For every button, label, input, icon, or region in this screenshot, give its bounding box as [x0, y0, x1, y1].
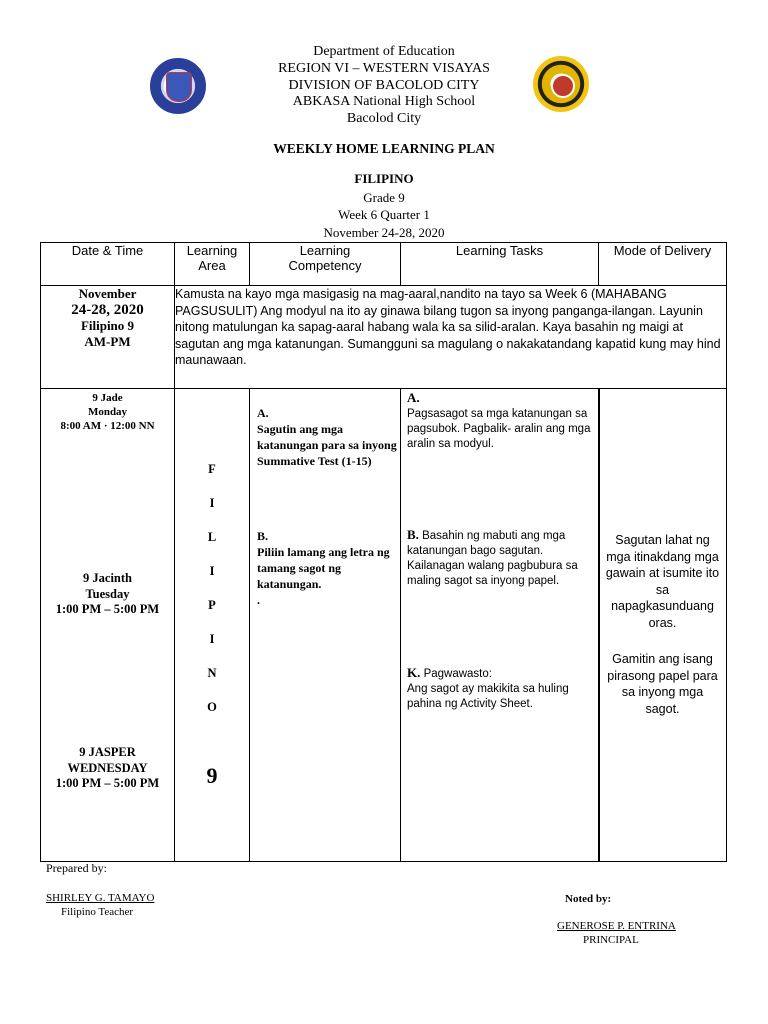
- schedule-jasper: 9 JASPER WEDNESDAY 1:00 PM – 5:00 PM: [55, 745, 160, 790]
- intro-message: Kamusta na kayo mga masigasig na mag-aaral,nandito na tayo sa Week 6 (MAHABANG PAGSUSULIT) Ang modyul na ito ay ginawa bilang tugon sa inyong panganga-ilangan. Layunin nitong matulungan ka sapag-aaral habang wala ka sa silid-aralan. Kaya basahin ng maigi at sagutan ang mga katanungan. Sumangguni sa magulang o nakakatandang kapatid kung may hind maunawaan.: [175, 286, 727, 389]
- header-learning-area: Learning Area: [175, 243, 250, 286]
- area-letter-i-2: I: [209, 564, 215, 578]
- dept-name: Department of Education: [313, 44, 455, 59]
- noter-name: GENEROSE P. ENTRINA: [557, 920, 676, 932]
- preparer-title: Filipino Teacher: [61, 906, 134, 918]
- schedule-jade: 9 Jade Monday 8:00 AM · 12:00 NN: [60, 392, 155, 432]
- region-name: REGION VI – WESTERN VISAYAS: [278, 60, 490, 76]
- competency-cell: [250, 389, 401, 862]
- area-letter-o: O: [207, 700, 217, 714]
- schedule-cell: [41, 389, 175, 862]
- area-letter-l: L: [207, 530, 217, 544]
- intro-time: AM-PM: [84, 334, 131, 349]
- competency-a: A. Sagutin ang mga katanungan para sa inyong Summative Test (1-15): [257, 406, 397, 468]
- header-date-time: Date & Time: [41, 243, 175, 286]
- task-a: A. Pagsasagot sa mga katanungan sa pagsubok. Pagbalik- aralin ang mga aralin sa modyul.: [407, 390, 591, 450]
- competency-b: B. Piliin lamang ang letra ng tamang sagot ng katanungan. .: [257, 529, 390, 607]
- area-letter-f: F: [208, 462, 216, 476]
- task-b: B. Basahin ng mabuti ang mga katanungan bago sagutan. Kailanagan walang pagbubura sa maling sagot sa inyong papel.: [407, 527, 578, 587]
- mode-cell: [599, 389, 727, 862]
- noter-title: PRINCIPAL: [583, 934, 639, 946]
- schedule-jacinth: 9 Jacinth Tuesday 1:00 PM – 5:00 PM: [55, 571, 160, 616]
- preparer-name: SHIRLEY G. TAMAYO: [46, 892, 155, 904]
- tasks-cell: [401, 389, 599, 862]
- letterhead: [0, 44, 768, 128]
- subject-title: FILIPINO: [354, 171, 414, 186]
- header-mode-of-delivery: Mode of Delivery: [599, 243, 727, 286]
- mode-paragraph-1: Sagutan lahat ng mga itinakdang mga gawain at isumite ito sa napagkasunduang oras.: [605, 533, 720, 630]
- mode-paragraph-2: Gamitin ang isang pirasong papel para sa inyong mga sagot.: [607, 652, 718, 716]
- area-letter-i: I: [209, 496, 215, 510]
- division-name: DIVISION OF BACOLOD CITY: [288, 77, 480, 93]
- intro-days: 24-28, 2020: [71, 302, 144, 318]
- area-grade: 9: [206, 763, 218, 788]
- content-row: [41, 389, 727, 862]
- intro-date-cell: [41, 286, 175, 389]
- grade-label: Grade 9: [363, 190, 405, 205]
- task-k: K. Pagwawasto: Ang sagot ay makikita sa huling pahina ng Activity Sheet.: [407, 665, 569, 710]
- header-learning-tasks: Learning Tasks: [401, 243, 599, 286]
- learning-area-cell: [175, 389, 250, 862]
- city-name: Bacolod City: [346, 111, 422, 127]
- intro-row: [41, 286, 727, 389]
- week-label: Week 6 Quarter 1: [338, 207, 430, 222]
- learning-plan-table: [40, 242, 727, 862]
- document-title: WEEKLY HOME LEARNING PLAN: [273, 141, 495, 156]
- school-name: ABKASA National High School: [292, 94, 476, 110]
- table-header-row: [41, 243, 727, 286]
- intro-month: November: [78, 286, 137, 301]
- intro-subject: Filipino 9: [80, 318, 135, 333]
- area-letter-n: N: [207, 666, 217, 680]
- date-range-label: November 24-28, 2020: [323, 225, 445, 240]
- prepared-by-label: Prepared by:: [46, 861, 107, 875]
- noted-by-label: Noted by:: [565, 893, 612, 905]
- header-learning-competency: Learning Competency: [250, 243, 401, 286]
- area-letter-i-3: I: [209, 632, 215, 646]
- area-letter-p: P: [208, 598, 216, 612]
